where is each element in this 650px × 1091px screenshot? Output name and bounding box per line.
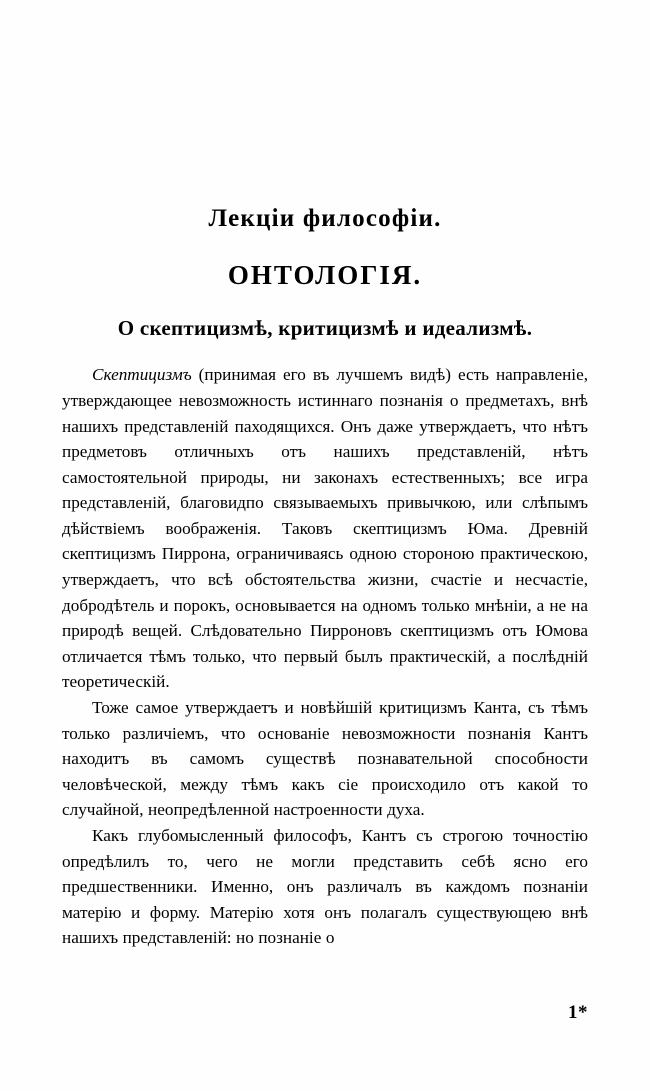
- page-folio: 1*: [568, 1002, 588, 1023]
- body-paragraph: [62, 695, 588, 823]
- page-title: Лекціи философіи.: [208, 205, 442, 232]
- body-paragraph: [62, 823, 588, 951]
- paragraph-text: (принимая его въ лучшемъ видѣ) есть направленіе, утверждающее невозможность истиннаго познанія о предметахъ, внѣ нашихъ представленій паходящихся. Онъ даже утверждаетъ, что нѣтъ предметовъ отличныхъ отъ нашихъ представленій, нѣтъ самостоятельной природы, ни законахъ естественныхъ; все игра представленій, благовидпо связываемыхъ привычкою, или слѣпымъ дѣйствіемъ воображенія. Таковъ скептицизмъ Юма. Древній скептицизмъ Пиррона, ограничиваясь одною стороною практическою, утверждаетъ, что всѣ обстоятельства жизни, счастіе и несчастіе, добродѣтель и порокъ, основывается на одномъ только мнѣніи, а не на природѣ вещей. Слѣдовательно Пирроновъ скептицизмъ отъ Юмова отличается тѣмъ только, что первый былъ практическій, а послѣдній теоретическій.: [62, 365, 588, 692]
- paragraph-text: Какъ глубомысленный философъ, Кантъ съ строгою точностію опредѣлилъ то, чего не могли представить себѣ ясно его предшественники. Именно, онъ различалъ въ каждомъ познаніи матерію и форму. Матерію хотя онъ полагалъ существующею внѣ нашихъ представленій: но познаніе о: [62, 826, 588, 948]
- page-content: [62, 205, 588, 951]
- paragraph-text: Тоже самое утверждаетъ и новѣйшій критицизмъ Канта, съ тѣмъ только различіемъ, что основаніе невозможности познанія Кантъ находитъ въ самомъ существѣ познавательной способности человѣческой, между тѣмъ какъ сіе происходило отъ какой то случайной, неопредѣленной настроенности духа.: [62, 698, 588, 820]
- section-title: ОНТОЛОГІЯ.: [227, 259, 423, 290]
- subsection-title: О скептицизмѣ, критицизмѣ и идеализмѣ.: [117, 316, 533, 341]
- body-paragraph: [62, 362, 588, 695]
- paragraph-lead-italic: Скептицизмъ: [92, 365, 192, 385]
